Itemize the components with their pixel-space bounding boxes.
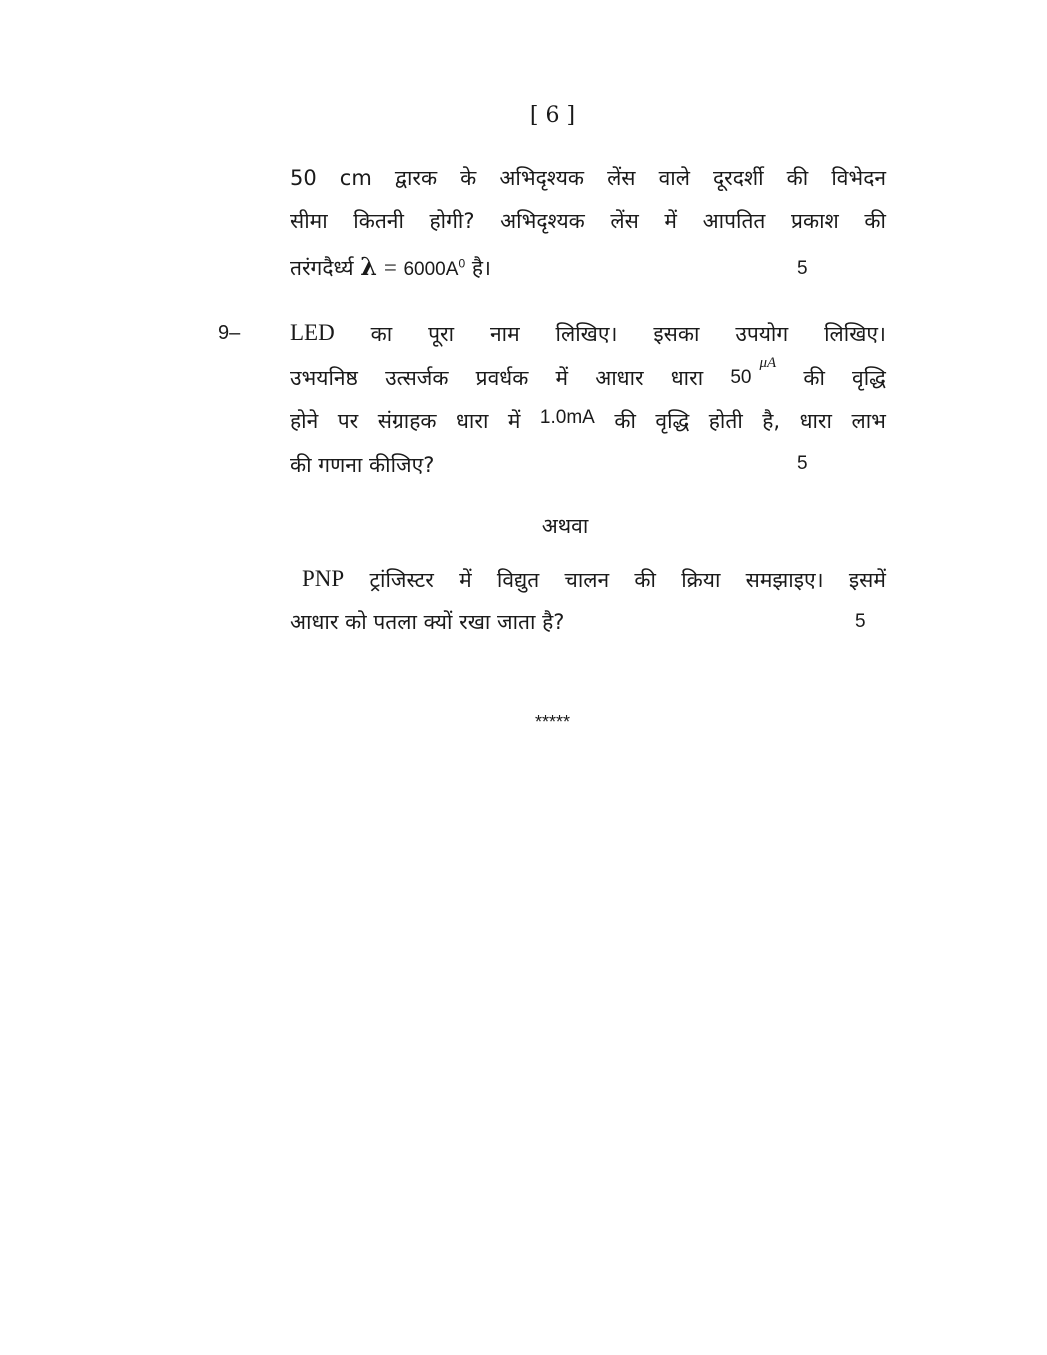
q9-word: में [555,366,569,390]
q9-word: का [370,322,393,346]
collector-current-value: 1.0mA [539,407,595,428]
q9-word: वृद्धि [655,409,690,433]
current-number: 50 [730,367,752,388]
q9-alt-word: में [459,568,472,592]
q9-word: उत्सर्जक [385,366,449,390]
q8-line-3-suffix: है। [471,256,491,280]
q8-line-2-text: सीमा कितनी होगी? अभिदृश्यक लेंस में आपतित प्रकाश की [290,209,886,233]
wavelength-number: 6000A [403,259,459,280]
q9-word: है, [762,409,781,433]
q9-word: लाभ [851,409,886,433]
equals-sign: = [383,255,397,280]
q8-line-3 [290,252,491,282]
q8-line-2 [290,207,886,235]
q9-word: होती [708,409,743,433]
q8-line-1 [290,164,886,192]
q9-line-3 [290,407,886,435]
q9-line-4: की गणना कीजिए? [290,453,435,477]
q9-marks: 5 [797,453,808,474]
page-number: [ 6 ] [529,103,576,128]
q9-word: संग्राहक [377,409,437,433]
q9-word: आधार [595,366,644,390]
q9-word: इसका [653,322,700,346]
q9-word: प्रवर्धक [475,366,529,390]
q9-word: नाम [489,322,520,346]
q9-alt-word: विद्युत [496,568,540,592]
wavelength-value [403,256,466,280]
q9-word: LED [290,320,335,345]
or-separator: अथवा [541,514,589,538]
q9-word: की [803,366,825,390]
q9-alt-word: क्रिया [681,568,721,592]
current-value [730,355,777,392]
q9-line-2 [290,355,886,392]
q9-alt-marks: 5 [855,611,866,632]
q9-number: 9– [218,322,241,344]
q8-line-3-prefix: तरंगदैर्ध्य [290,256,354,280]
q9-word: की [614,409,636,433]
q9-alt-word: समझाइए। [745,568,824,592]
q9-word: उभयनिष्ठ [290,366,358,390]
q9-line-1 [290,320,886,348]
microampere-unit: μA [759,355,777,371]
q9-alt-word: ट्रांजिस्टर [369,568,434,592]
q9-word: धारा [670,366,704,390]
q9-word: लिखिए। [824,322,886,346]
q9-word: धारा [456,409,489,433]
lambda-symbol: λ [360,252,378,281]
q9-word: पूरा [428,322,455,346]
q9-alt-word: की [634,568,656,592]
q9-word: पर [337,409,359,433]
q9-word: लिखिए। [555,322,618,346]
q9-word: होने [290,409,319,433]
q9-word: धारा [799,409,832,433]
q9-alt-line-2: आधार को पतला क्यों रखा जाता है? [290,610,565,634]
end-marker: ***** [534,712,571,732]
q9-word: उपयोग [735,322,789,346]
degree-superscript: 0 [458,256,466,271]
q9-alt-line-1 [302,566,886,594]
q8-marks: 5 [797,258,808,279]
q9-word: में [507,409,521,433]
q8-line-1-text: 50 cm द्वारक के अभिदृश्यक लेंस वाले दूरदर्शी की विभेदन [290,166,886,190]
q9-word: वृद्धि [852,366,886,390]
q9-alt-word: PNP [302,566,345,591]
q9-alt-word: इसमें [848,568,886,592]
q9-alt-word: चालन [564,568,610,592]
